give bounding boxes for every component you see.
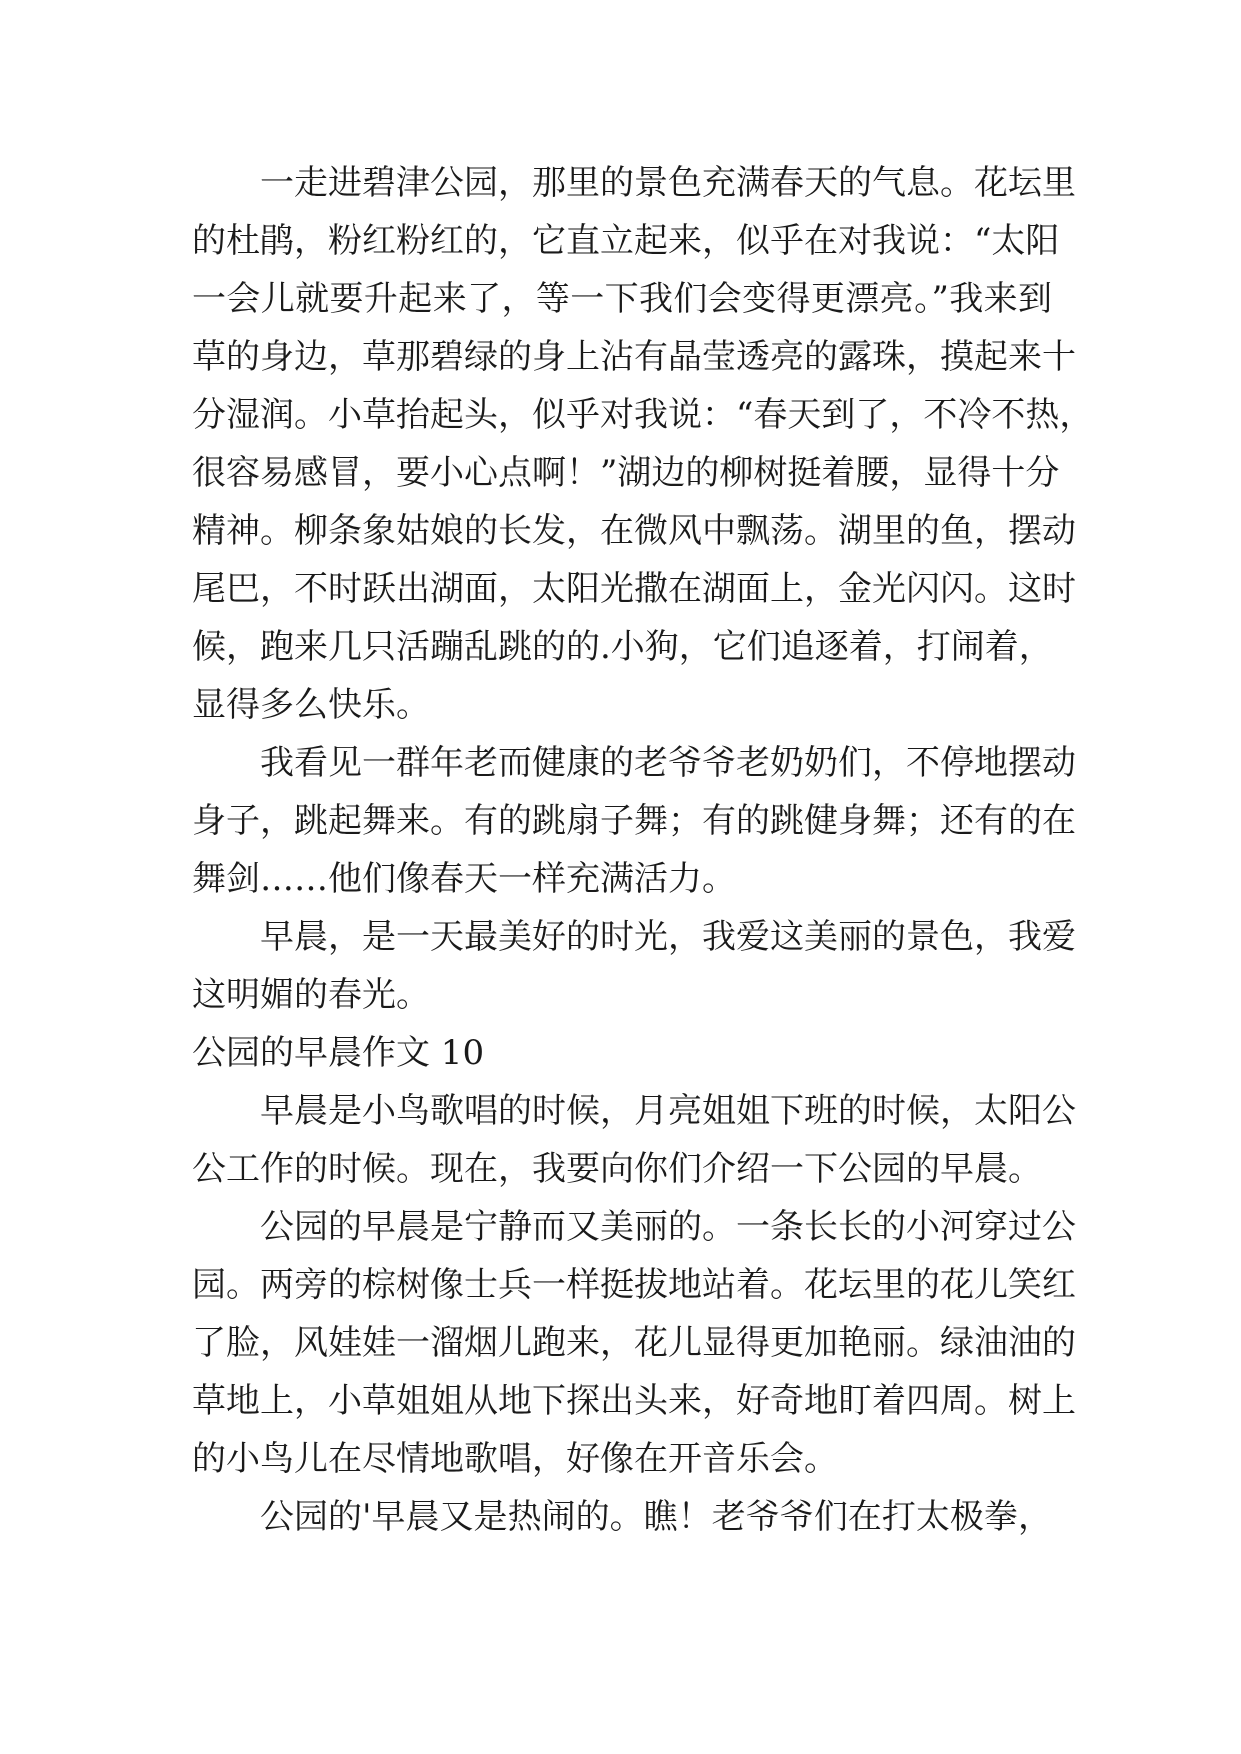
text-line: 公工作的时候。现在，我要向你们介绍一下公园的早晨。 — [192, 1149, 1042, 1189]
text-line: 很容易感冒，要小心点啊！”湖边的柳树挺着腰，显得十分 — [192, 453, 1060, 493]
text-line: 公园的'早晨又是热闹的。瞧！老爷爷们在打太极拳， — [260, 1497, 1052, 1537]
text-line: 这明媚的春光。 — [192, 975, 430, 1015]
text-line: 一走进碧津公园，那里的景色充满春天的气息。花坛里 — [260, 163, 1076, 203]
text-line: 显得多么快乐。 — [192, 685, 430, 725]
text-line: 尾巴，不时跃出湖面，太阳光撒在湖面上，金光闪闪。这时 — [192, 569, 1076, 609]
text-line: 的杜鹃，粉红粉红的，它直立起来，似乎在对我说：“太阳 — [192, 221, 1060, 261]
text-line: 草的身边，草那碧绿的身上沾有晶莹透亮的露珠，摸起来十 — [192, 337, 1076, 377]
text-line: 舞剑……他们像春天一样充满活力。 — [192, 859, 736, 899]
text-line: 候，跑来几只活蹦乱跳的的.小狗，它们追逐着，打闹着， — [192, 627, 1053, 667]
document-page — [192, 154, 1094, 1546]
text-line: 精神。柳条象姑娘的长发，在微风中飘荡。湖里的鱼，摆动 — [192, 511, 1076, 551]
section-heading: 公园的早晨作文 10 — [192, 1033, 485, 1073]
text-line: 的小鸟儿在尽情地歌唱，好像在开音乐会。 — [192, 1439, 838, 1479]
text-line: 一会儿就要升起来了，等一下我们会变得更漂亮。”我来到 — [192, 279, 1052, 319]
text-line: 草地上，小草姐姐从地下探出头来，好奇地盯着四周。树上 — [192, 1381, 1076, 1421]
text-line: 早晨，是一天最美好的时光，我爱这美丽的景色，我爱 — [260, 917, 1076, 957]
text-line: 园。两旁的棕树像士兵一样挺拔地站着。花坛里的花儿笑红 — [192, 1265, 1076, 1305]
text-line: 分湿润。小草抬起头，似乎对我说：“春天到了，不冷不热， — [192, 395, 1094, 435]
text-line: 公园的早晨是宁静而又美丽的。一条长长的小河穿过公 — [260, 1207, 1076, 1247]
text-line: 了脸，风娃娃一溜烟儿跑来，花儿显得更加艳丽。绿油油的 — [192, 1323, 1076, 1363]
text-line: 我看见一群年老而健康的老爷爷老奶奶们，不停地摆动 — [260, 743, 1076, 783]
text-line: 身子，跳起舞来。有的跳扇子舞；有的跳健身舞；还有的在 — [192, 801, 1076, 841]
text-line: 早晨是小鸟歌唱的时候，月亮姐姐下班的时候，太阳公 — [260, 1091, 1076, 1131]
